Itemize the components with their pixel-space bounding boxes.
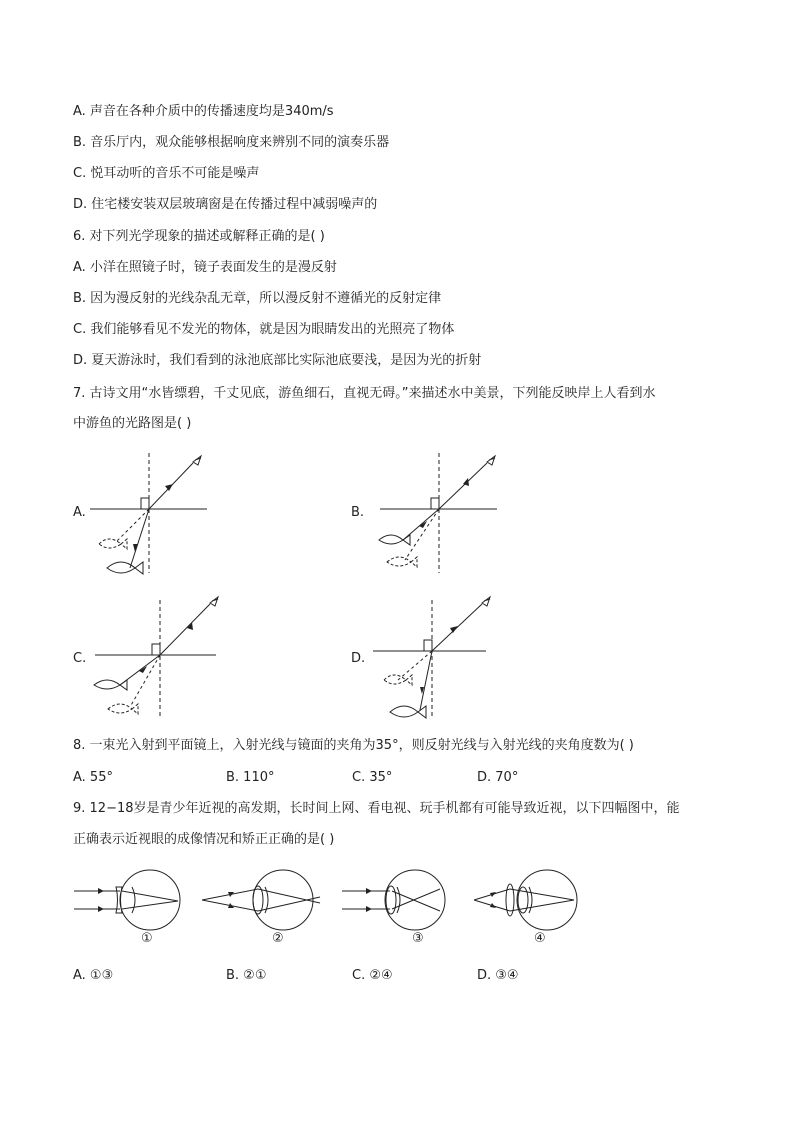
q5-option-b: B. 音乐厅内，观众能够根据响度来辨别不同的演奏乐器 (73, 135, 390, 150)
q8-option-d: D. 70° (477, 770, 519, 785)
q8-option-b: B. 110° (226, 770, 275, 785)
q6-option-a: A. 小洋在照镜子时，镜子表面发生的是漫反射 (73, 260, 337, 275)
q8-option-c: C. 35° (352, 770, 393, 785)
q7-diagram-a (85, 448, 215, 578)
q6-option-d: D. 夏天游泳时，我们看到的泳池底部比实际池底要浅，是因为光的折射 (73, 353, 482, 368)
q7-stem-line1: 7. 古诗文用“水皆缥碧，千丈见底，游鱼细石，直视无碍。”来描述水中美景，下列能反映岸上人看到水 (73, 386, 656, 401)
q9-eye-diagram-1 (70, 865, 190, 935)
q7-diagram-d (368, 592, 498, 722)
q6-option-b: B. 因为漫反射的光线杂乱无章，所以漫反射不遵循光的反射定律 (73, 291, 442, 306)
q7-diagram-c (90, 592, 230, 722)
q9-option-d: D. ③④ (477, 968, 519, 983)
q9-fig-label-1: ① (141, 931, 153, 946)
q7-stem-line2: 中游鱼的光路图是( ) (73, 416, 192, 431)
q6-option-c: C. 我们能够看见不发光的物体，就是因为眼睛发出的光照亮了物体 (73, 322, 455, 337)
q5-option-a: A. 声音在各种介质中的传播速度均是340m/s (73, 104, 334, 119)
q9-stem-line2: 正确表示近视眼的成像情况和矫正正确的是( ) (73, 832, 335, 847)
q9-fig-label-2: ② (272, 931, 284, 946)
q7-label-d: D. (351, 651, 366, 666)
q9-option-a: A. ①③ (73, 968, 114, 983)
q5-option-c: C. 悦耳动听的音乐不可能是噪声 (73, 166, 260, 181)
q9-option-c: C. ②④ (352, 968, 393, 983)
q9-option-b: B. ②① (226, 968, 267, 983)
q8-stem: 8. 一束光入射到平面镜上，入射光线与镜面的夹角为35°，则反射光线与入射光线的夹角度数为( ) (73, 738, 634, 753)
q9-fig-label-4: ④ (534, 931, 546, 946)
q9-eye-diagram-3 (340, 865, 460, 935)
q8-option-a: A. 55° (73, 770, 113, 785)
q7-diagram-b (375, 448, 505, 578)
q9-eye-diagram-2 (200, 865, 325, 935)
q7-label-a: A. (73, 505, 86, 520)
q7-label-c: C. (73, 651, 87, 666)
q9-eye-diagram-4 (470, 865, 585, 935)
q6-stem: 6. 对下列光学现象的描述或解释正确的是( ) (73, 229, 325, 244)
q7-label-b: B. (351, 505, 365, 520)
q9-stem-line1: 9. 12−18岁是青少年近视的高发期，长时间上网、看电视、玩手机都有可能导致近视，以下四幅图中，能 (73, 801, 680, 816)
q5-option-d: D. 住宅楼安装双层玻璃窗是在传播过程中减弱噪声的 (73, 197, 378, 212)
q9-fig-label-3: ③ (412, 931, 424, 946)
